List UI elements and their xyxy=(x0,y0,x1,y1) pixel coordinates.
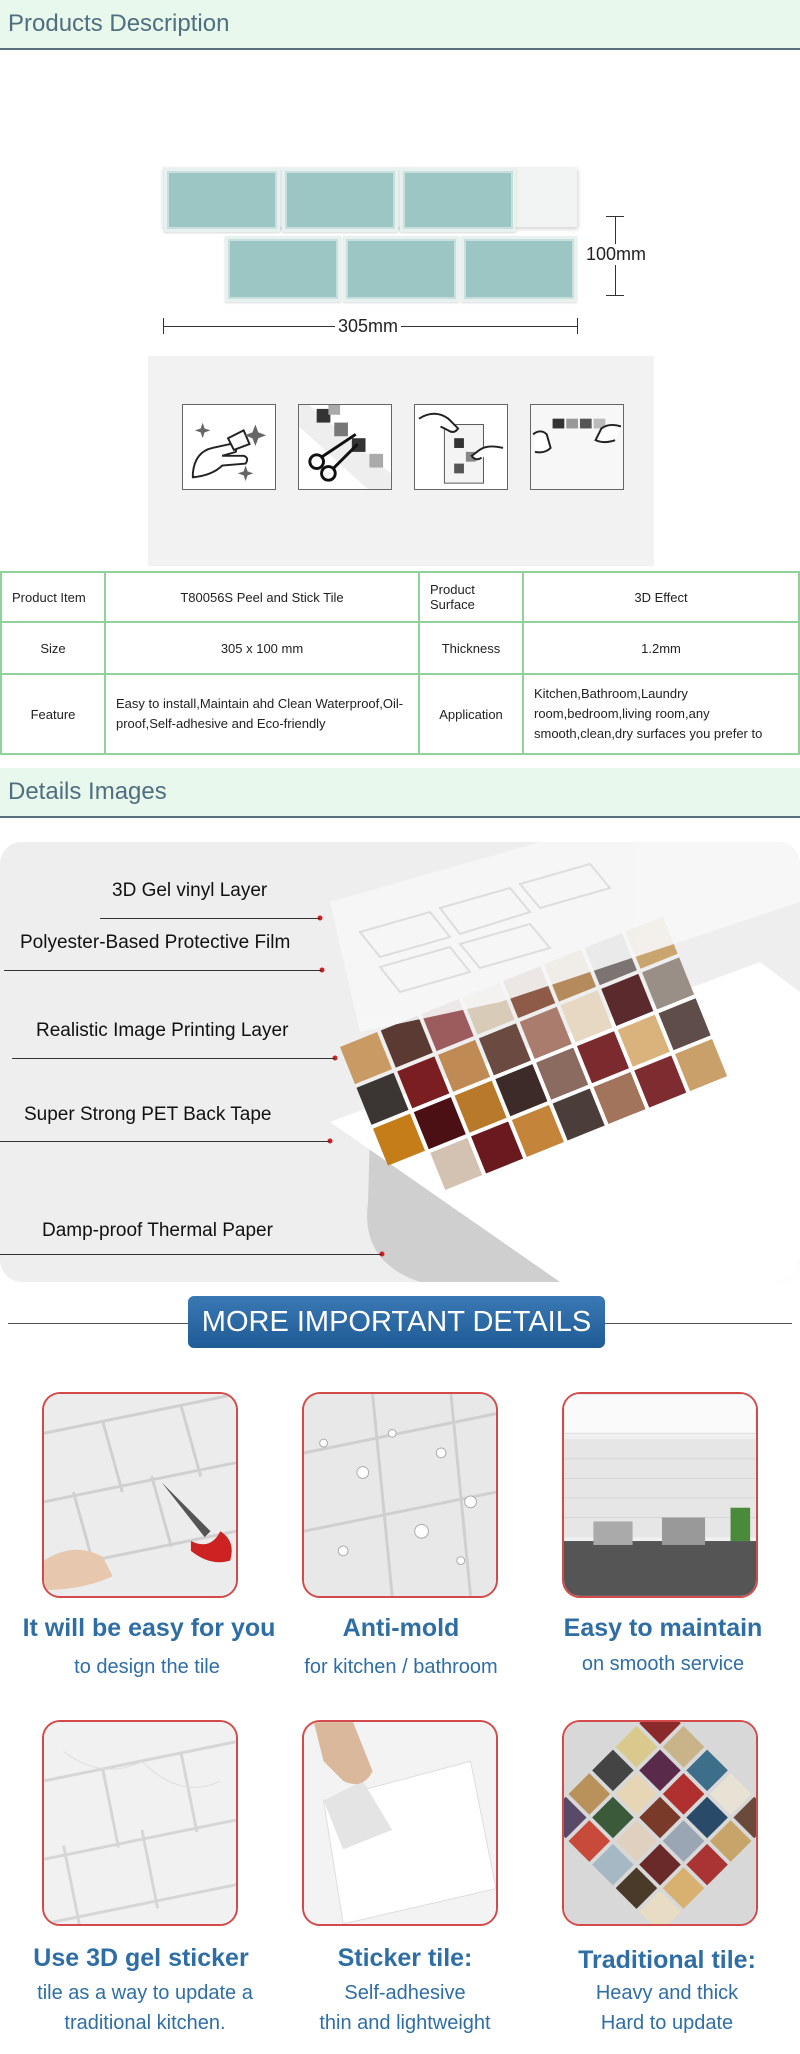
feature-subtitle: tile as a way to update a xyxy=(37,1982,253,2004)
layer-pointer-line xyxy=(0,1141,330,1142)
spec-label: Application xyxy=(419,674,523,754)
feature-image-kitchen xyxy=(562,1392,758,1598)
layer-label-thermal-paper: Damp-proof Thermal Paper xyxy=(42,1220,273,1241)
cut-tile-icon xyxy=(298,404,392,490)
width-tick-left xyxy=(163,318,164,334)
more-details-banner: MORE IMPORTANT DETAILS xyxy=(188,1296,605,1348)
tile-piece xyxy=(282,168,398,232)
width-label: 305mm xyxy=(335,316,401,337)
tile-piece xyxy=(164,168,280,232)
tile-piece xyxy=(461,236,577,302)
table-row xyxy=(1,572,799,622)
table-row xyxy=(1,622,799,674)
layer-pointer-line xyxy=(0,1254,382,1255)
spec-value: 305 x 100 mm xyxy=(105,622,419,674)
feature-image-mosaic xyxy=(562,1720,758,1926)
feature-title: Sticker tile: xyxy=(337,1944,473,1972)
layer-label-gel: 3D Gel vinyl Layer xyxy=(112,880,268,901)
feature-image-marble-tile xyxy=(42,1720,238,1926)
feature-image-peel-sticker xyxy=(302,1720,498,1926)
layered-tile-illustration xyxy=(0,842,800,1282)
spec-label: Product Item xyxy=(1,572,105,622)
tile-piece xyxy=(343,236,459,302)
spec-value: 1.2mm xyxy=(523,622,799,674)
product-dimension-drawing xyxy=(0,52,800,352)
layer-label-pet-tape: Super Strong PET Back Tape xyxy=(24,1104,272,1125)
height-label: 100mm xyxy=(586,244,647,264)
layer-label-film: Polyester-Based Protective Film xyxy=(20,932,291,953)
feature-image-water-drops xyxy=(302,1392,498,1598)
stick-tile-icon xyxy=(530,404,624,490)
feature-title: Anti-mold xyxy=(342,1614,460,1642)
feature-subtitle: Self-adhesive xyxy=(344,1982,466,2004)
layers-diagram xyxy=(0,842,800,1282)
layer-pointer-line xyxy=(12,1058,335,1059)
feature-subtitle: for kitchen / bathroom xyxy=(304,1656,498,1678)
feature-image-cutting xyxy=(42,1392,238,1598)
wipe-surface-icon xyxy=(182,404,276,490)
tile-piece xyxy=(400,168,516,232)
feature-title: It will be easy for you xyxy=(22,1614,276,1642)
spec-label: Thickness xyxy=(419,622,523,674)
feature-subtitle: traditional kitchen. xyxy=(64,2012,226,2034)
height-tick-top xyxy=(606,216,624,217)
layer-pointer-line xyxy=(4,970,322,971)
feature-subtitle: to design the tile xyxy=(74,1656,220,1678)
installation-steps xyxy=(148,356,654,566)
spec-value: 3D Effect xyxy=(523,572,799,622)
section-title: Products Description xyxy=(8,10,230,37)
feature-subtitle: Hard to update xyxy=(600,2012,734,2034)
spec-value: Kitchen,Bathroom,Laundry room,bedroom,living room,any smooth,clean,dry surfaces you prefer to xyxy=(523,674,799,754)
spec-table xyxy=(0,571,800,755)
feature-title: Traditional tile: xyxy=(578,1946,756,1974)
layer-pointer-line xyxy=(100,918,320,919)
peel-backing-icon xyxy=(414,404,508,490)
section-header-details xyxy=(0,768,800,818)
spec-label: Product Surface xyxy=(419,572,523,622)
feature-title: Use 3D gel sticker xyxy=(33,1944,249,1972)
section-title: Details Images xyxy=(8,778,167,805)
tile-piece xyxy=(225,236,341,302)
feature-title: Easy to maintain xyxy=(563,1614,763,1642)
spec-label: Feature xyxy=(1,674,105,754)
width-tick-right xyxy=(577,318,578,334)
feature-subtitle: Heavy and thick xyxy=(595,1982,739,2004)
section-header-products xyxy=(0,0,800,50)
table-row xyxy=(1,674,799,754)
spec-label: Size xyxy=(1,622,105,674)
spec-value: Easy to install,Maintain ahd Clean Waterproof,Oil-proof,Self-adhesive and Eco-friendly xyxy=(105,674,419,754)
height-tick-bottom xyxy=(606,295,624,296)
feature-subtitle: thin and lightweight xyxy=(319,2012,491,2034)
feature-subtitle: on smooth service xyxy=(581,1653,745,1675)
layer-label-printing: Realistic Image Printing Layer xyxy=(36,1020,289,1041)
spec-value: T80056S Peel and Stick Tile xyxy=(105,572,419,622)
